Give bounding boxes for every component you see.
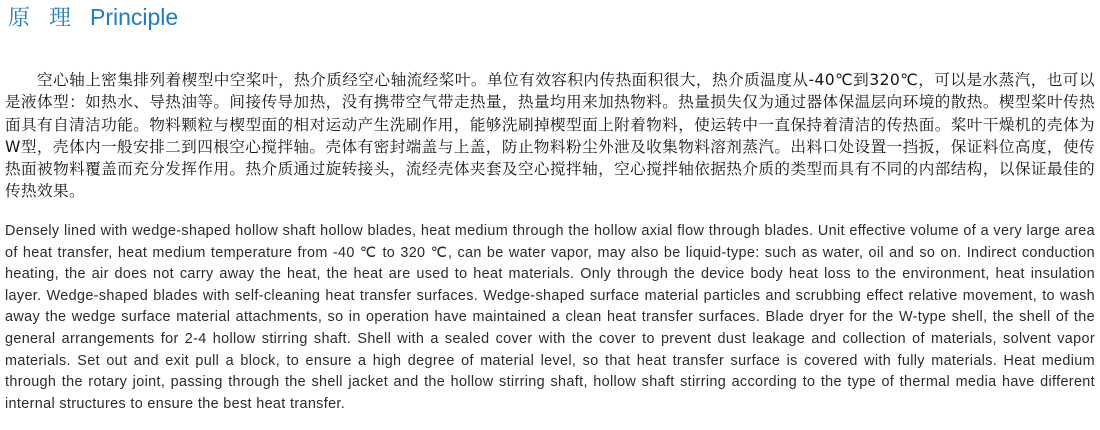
heading-english: Principle — [90, 4, 179, 30]
section-heading — [8, 2, 178, 32]
heading-chinese: 原 理 — [8, 6, 77, 31]
english-paragraph: Densely lined with wedge-shaped hollow shaft hollow blades, heat medium through the hollow axial flow through blades. Unit effective volume of a very large area of heat transfer, heat medium temperature from -40 ℃ to 320 ℃, can be water vapor, may also be liquid-type: such as water, oil and so on. Indirect conduction heating, the air does not carry away the heat, the heat are used to heat materials. Only through the device body heat loss to the environment, heat insulation layer. Wedge-shaped blades with self-cleaning heat transfer surfaces. Wedge-shaped surface material particles and scrubbing effect relative movement, to wash away the wedge surface material attachments, so in operation have maintained a clean heat transfer surfaces. Blade dryer for the W-type shell, the shell of the general arrangements for 2-4 hollow stirring shaft. Shell with a sealed cover with the cover to prevent dust leakage and collection of materials, solvent vapor materials. Set out and exit pull a block, to ensure a high degree of material level, so that heat transfer surface is covered with fully materials. Heat medium through the rotary joint, passing through the shell jacket and the hollow stirring shaft, hollow shaft stirring according to the type of thermal media have different internal structures to ensure the best heat transfer. — [5, 223, 1095, 412]
chinese-paragraph: 空心轴上密集排列着楔型中空桨叶，热介质经空心轴流经桨叶。单位有效容积内传热面积很大，热介质温度从-40℃到320℃，可以是水蒸汽，也可以是液体型：如热水、导热油等。间接传导加热，没有携带空气带走热量，热量均用来加热物料。热量损失仅为通过器体保温层向环境的散热。楔型桨叶传热面具有自清洁功能。物料颗粒与楔型面的相对运动产生洗刷作用，能够洗刷掉楔型面上附着物料，使运转中一直保持着清洁的传热面。桨叶干燥机的壳体为W型，壳体内一般安排二到四根空心搅拌轴。壳体有密封端盖与上盖，防止物料粉尘外泄及收集物料溶剂蒸汽。出料口处设置一挡扳，保证料位高度，使传热面被物料覆盖而充分发挥作用。热介质通过旋转接头，流经壳体夹套及空心搅拌轴，空心搅拌轴依据热介质的类型而具有不同的内部结构，以保证最佳的传热效果。 — [5, 71, 1095, 201]
